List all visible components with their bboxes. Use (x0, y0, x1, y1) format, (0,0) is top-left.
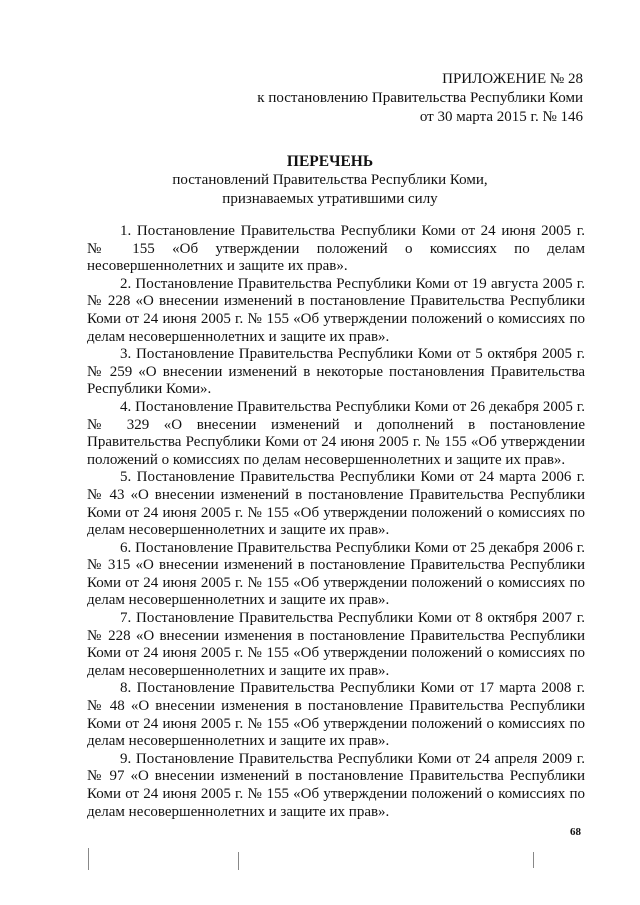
page-number: 68 (570, 826, 581, 838)
list-item: 8. Постановление Правительства Республики Коми от 17 марта 2008 г. № 48 «О внесении изменения в постановление Правительства Республики Коми от 24 июня 2005 г. № 155 «Об утверждении положений о комиссиях по делам несовершеннолетних и защите их прав». (87, 680, 585, 750)
list-item: 5. Постановление Правительства Республики Коми от 24 марта 2006 г. № 43 «О внесении изменений в постановление Правительства Республики Коми от 24 июня 2005 г. № 155 «Об утверждении положений о комиссиях по делам несовершеннолетних и защите их прав». (87, 469, 585, 539)
list-item: 3. Постановление Правительства Республики Коми от 5 октября 2005 г. № 259 «О внесении изменений в некоторые постановления Правительства Республики Коми». (87, 346, 585, 398)
list-item: 1. Постановление Правительства Республики Коми от 24 июня 2005 г. № 155 «Об утверждении положений о комиссиях по делам несовершеннолетних и защите их прав». (87, 223, 585, 275)
list-item: 2. Постановление Правительства Республики Коми от 19 августа 2005 г. № 228 «О внесении изменений в постановление Правительства Республики Коми от 24 июня 2005 г. № 155 «Об утверждении положений о комиссиях по делам несовершеннолетних и защите их прав». (87, 275, 585, 345)
list-item: 9. Постановление Правительства Республики Коми от 24 апреля 2009 г. № 97 «О внесении изменений в постановление Правительства Республики Коми от 24 июня 2005 г. № 155 «Об утверждении положений о комиссиях по делам несовершеннолетних и защите их прав». (87, 750, 585, 820)
scan-artifact-line (238, 852, 239, 870)
appendix-header (257, 70, 583, 127)
title-block (60, 152, 600, 209)
appendix-reference: к постановлению Правительства Республики Коми (257, 90, 583, 106)
appendix-date: от 30 марта 2015 г. № 146 (419, 109, 583, 125)
scan-artifact-line (533, 852, 534, 868)
list-item: 7. Постановление Правительства Республики Коми от 8 октября 2007 г. № 228 «О внесении изменения в постановление Правительства Республики Коми от 24 июня 2005 г. № 155 «Об утверждении положений о комиссиях по делам несовершеннолетних и защите их прав». (87, 610, 585, 679)
list-item: 4. Постановление Правительства Республики Коми от 26 декабря 2005 г. № 329 «О внесении изменений и дополнений в постановление Правительства Республики Коми от 24 июня 2005 г. № 155 «Об утверждении положений о комиссиях по делам несовершеннолетних и защите их прав». (87, 398, 585, 468)
resolutions-list (87, 223, 585, 821)
list-item: 6. Постановление Правительства Республики Коми от 25 декабря 2006 г. № 315 «О внесении изменений в постановление Правительства Республики Коми от 24 июня 2005 г. № 155 «Об утверждении положений о комиссиях по делам несовершеннолетних и защите их прав». (87, 539, 585, 609)
document-subtitle-line2: признаваемых утратившими силу (222, 191, 438, 207)
scan-artifact-line (88, 848, 89, 870)
appendix-number: ПРИЛОЖЕНИЕ № 28 (442, 71, 583, 87)
document-title: ПЕРЕЧЕНЬ (286, 153, 374, 170)
document-subtitle-line1: постановлений Правительства Республики Коми, (172, 172, 488, 188)
